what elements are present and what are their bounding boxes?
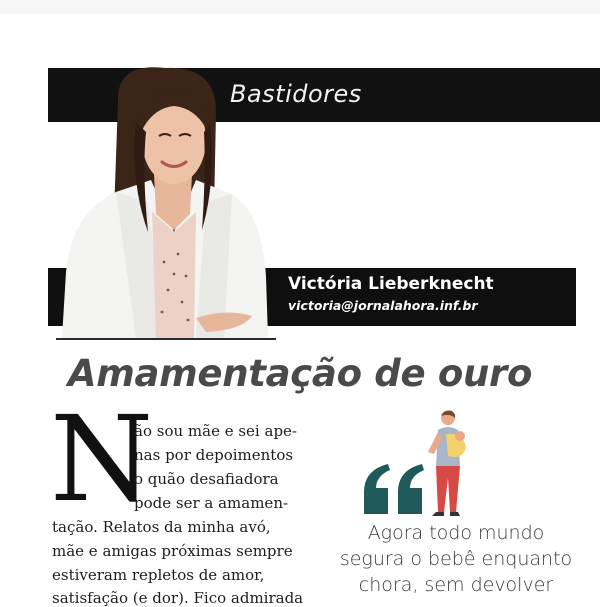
pull-quote-line: Agora todo mundo	[367, 522, 545, 544]
article-headline: Amamentação de ouro	[67, 352, 533, 395]
portrait-baseline	[56, 338, 276, 340]
top-strip	[0, 0, 600, 14]
body-line: pode ser a amamen-	[134, 494, 289, 512]
drop-cap: N	[50, 390, 154, 528]
body-line: nas por depoimentos	[134, 446, 294, 464]
body-line: mãe e amigas próximas sempre	[52, 542, 293, 560]
body-line: estiveram repletos de amor,	[52, 566, 265, 584]
author-email[interactable]: victoria@jornalahora.inf.br	[288, 298, 478, 313]
column-title: Bastidores	[230, 80, 362, 108]
body-line: o quão desafiadora	[134, 470, 279, 488]
pull-quote-line: chora, sem devolver	[358, 574, 554, 596]
body-line: ão sou mãe e sei ape-	[134, 422, 297, 440]
body-line: satisfação (e dor). Fico admirada	[52, 589, 304, 607]
pull-quote-line: segura o bebê enquanto	[339, 548, 573, 570]
author-portrait-icon	[56, 62, 286, 342]
open-quote-icon	[360, 462, 426, 516]
parent-carrying-baby-icon	[420, 408, 480, 516]
author-name: Victória Lieberknecht	[288, 274, 494, 294]
body-line: tação. Relatos da minha avó,	[52, 518, 271, 536]
